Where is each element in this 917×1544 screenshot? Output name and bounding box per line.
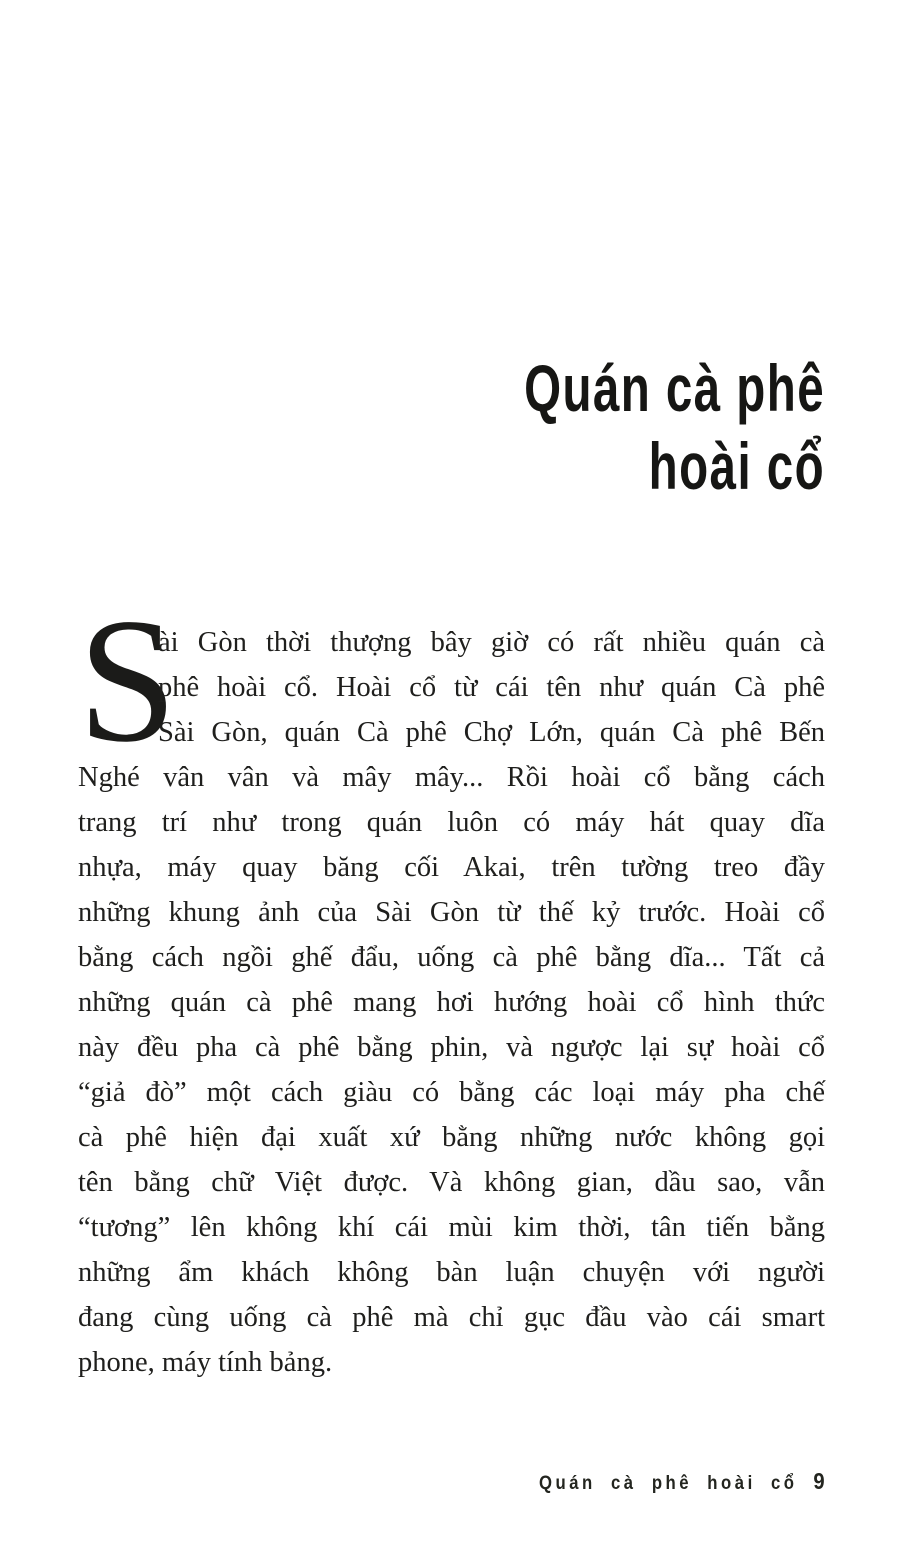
body-line	[78, 1340, 825, 1385]
body-line-text: đang cùng uống cà phê mà chỉ gục đầu vào cái smart	[78, 1302, 825, 1333]
body-line	[78, 1295, 825, 1340]
dropcap-letter: S	[78, 581, 177, 779]
body-line	[78, 710, 825, 755]
body-line	[78, 935, 825, 980]
page-number: 9	[813, 1468, 825, 1494]
chapter-title-line-2: hoài cổ	[648, 429, 825, 503]
body-line-text: “giả đò” một cách giàu có bằng các loại máy pha chế	[78, 1077, 825, 1108]
body-line	[78, 755, 825, 800]
chapter-title-line-1: Quán cà phê	[523, 351, 825, 425]
body-line	[78, 1160, 825, 1205]
body-line	[78, 845, 825, 890]
body-line-text: Nghé vân vân và mây mây... Rồi hoài cổ bằng cách	[78, 762, 825, 793]
body-line	[78, 980, 825, 1025]
body-line-text: những ẩm khách không bàn luận chuyện với người	[78, 1257, 825, 1288]
page-footer	[539, 1468, 825, 1495]
body-line-text: phone, máy tính bảng.	[78, 1347, 333, 1378]
body-line	[78, 890, 825, 935]
chapter-title	[524, 349, 825, 505]
body-text	[78, 581, 825, 1385]
body-line-text: cà phê hiện đại xuất xứ bằng những nước không gọi	[78, 1122, 825, 1153]
body-line-text: nhựa, máy quay băng cối Akai, trên tường treo đầy	[78, 852, 825, 883]
body-line-text: này đều pha cà phê bằng phin, và ngược lại sự hoài cổ	[78, 1032, 825, 1063]
body-line-text: những khung ảnh của Sài Gòn từ thế kỷ trước. Hoài cổ	[78, 897, 825, 928]
body-line-text: tên bằng chữ Việt được. Và không gian, dầu sao, vẫn	[78, 1167, 825, 1198]
body-line	[78, 800, 825, 845]
body-line-text: ài Gòn thời thượng bây giờ có rất nhiều quán cà	[158, 627, 825, 658]
body-line-text: trang trí như trong quán luôn có máy hát quay dĩa	[78, 807, 825, 838]
running-title: Quán cà phê hoài cổ	[539, 1473, 798, 1494]
body-line	[78, 1070, 825, 1115]
body-line	[78, 1250, 825, 1295]
body-line-text: Sài Gòn, quán Cà phê Chợ Lớn, quán Cà phê Bến	[158, 717, 825, 748]
body-line	[78, 1205, 825, 1250]
body-line-text: những quán cà phê mang hơi hướng hoài cổ hình thức	[78, 987, 825, 1018]
body-line	[78, 1025, 825, 1070]
body-line	[78, 1115, 825, 1160]
body-line-text: bằng cách ngồi ghế đẩu, uống cà phê bằng dĩa... Tất cả	[78, 942, 825, 973]
body-line-text: “tương” lên không khí cái mùi kim thời, tân tiến bằng	[78, 1212, 825, 1243]
body-line-text: phê hoài cổ. Hoài cổ từ cái tên như quán Cà phê	[158, 672, 825, 703]
body-line	[78, 665, 825, 710]
